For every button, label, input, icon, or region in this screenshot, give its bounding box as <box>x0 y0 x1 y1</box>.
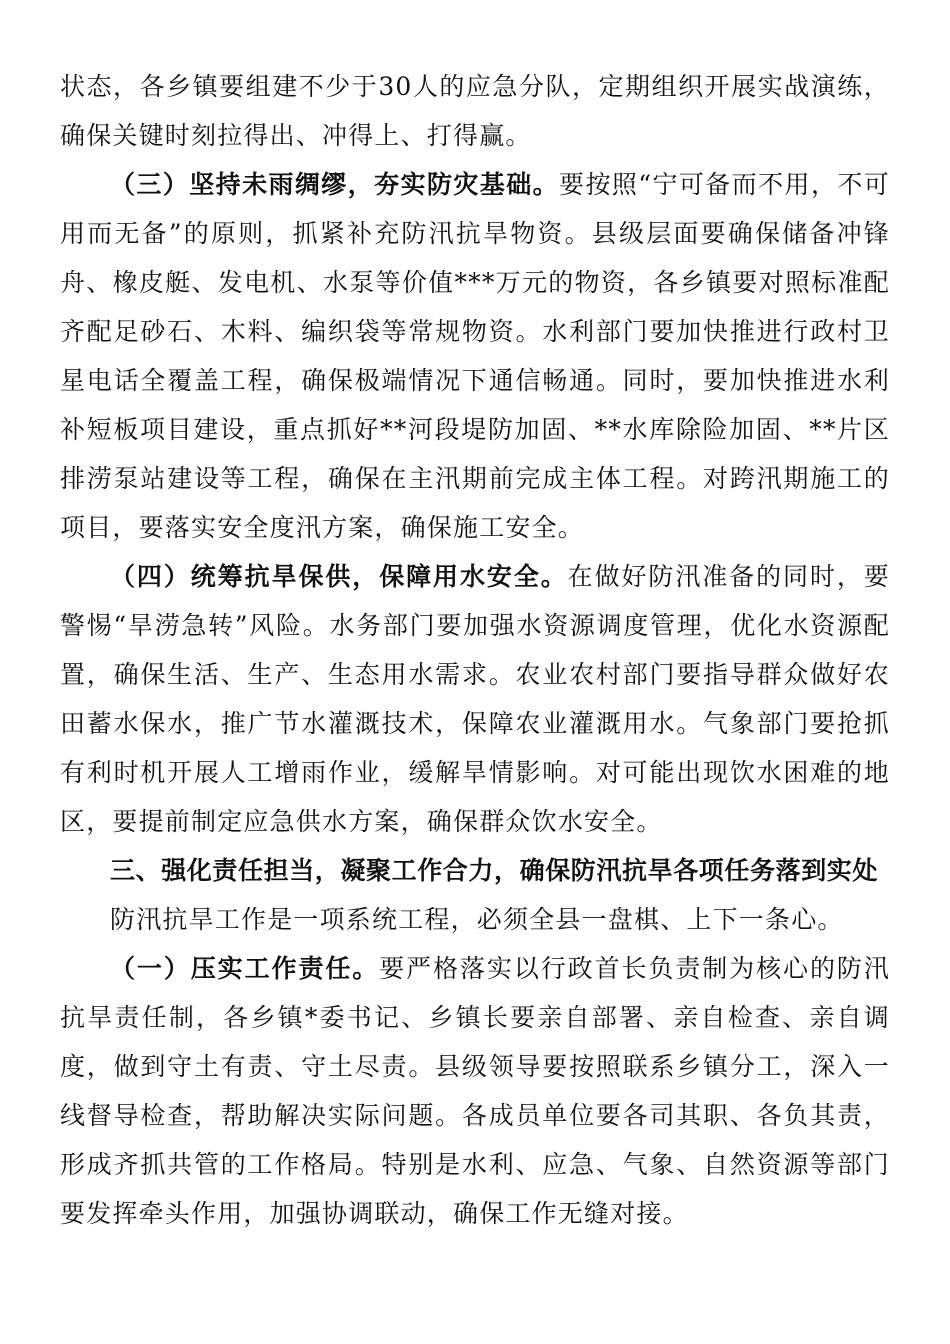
section-4-lead: （四）统筹抗旱保供，保障用水安全。 <box>110 562 568 591</box>
paragraph-continuation: 状态，各乡镇要组建不少于30人的应急分队，定期组织开展实战演练，确保关键时刻拉得出、冲得上、打得赢。 <box>60 72 890 150</box>
paragraph-section-3 <box>60 160 890 552</box>
item-1-body: 要严格落实以行政首长负责制为核心的防汛抗旱责任制，各乡镇*委书记、乡镇长要亲自部署、亲自检查、亲自调度，做到守土有责、守土尽责。县级领导要按照联系乡镇分工，深入一线督导检查，帮助解决实际问题。各成员单位要各司其职、各负其责，形成齐抓共管的工作格局。特别是水利、应急、气象、自然资源等部门要发挥牵头作用，加强协调联动，确保工作无缝对接。 <box>60 954 890 1228</box>
paragraph-item-1 <box>60 944 890 1238</box>
chapter-3-intro: 防汛抗旱工作是一项系统工程，必须全县一盘棋、上下一条心。 <box>110 905 844 934</box>
paragraph-section-4 <box>60 552 890 846</box>
chapter-3-heading: 三、强化责任担当，凝聚工作合力，确保防汛抗旱各项任务落到实处 <box>110 856 879 885</box>
document-body <box>60 62 890 1238</box>
item-1-lead: （一）压实工作责任。 <box>110 954 380 983</box>
section-3-lead: （三）坚持未雨绸缪，夯实防灾基础。 <box>110 170 560 199</box>
section-4-body: 在做好防汛准备的同时，要警惕“旱涝急转”风险。水务部门要加强水资源调度管理，优化水资源配置，确保生活、生产、生态用水需求。农业农村部门要指导群众做好农田蓄水保水，推广节水灌溉技术，保障农业灌溉用水。气象部门要抢抓有利时机开展人工增雨作业，缓解旱情影响。对可能出现饮水困难的地区，要提前制定应急供水方案，确保群众饮水安全。 <box>60 562 891 836</box>
section-3-body: 要按照“宁可备而不用，不可用而无备”的原则，抓紧补充防汛抗旱物资。县级层面要确保储备冲锋舟、橡皮艇、发电机、水泵等价值***万元的物资，各乡镇要对照标准配齐配足砂石、木料、编织袋等常规物资。水利部门要加快推进行政村卫星电话全覆盖工程，确保极端情况下通信畅通。同时，要加快推进水利补短板项目建设，重点抓好**河段堤防加固、**水库除险加固、**片区排涝泵站建设等工程，确保在主汛期前完成主体工程。对跨汛期施工的项目，要落实安全度汛方案，确保施工安全。 <box>60 170 890 542</box>
